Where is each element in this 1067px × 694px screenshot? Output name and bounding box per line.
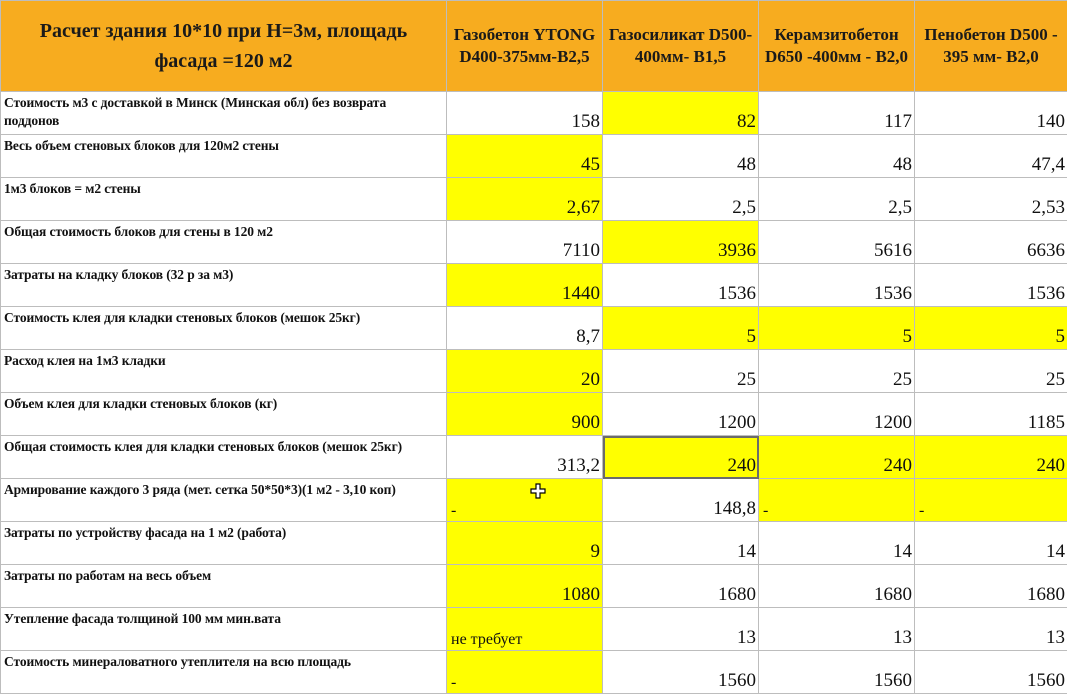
column-header-penobeton[interactable]: Пенобетон D500 - 395 мм- В2,0: [915, 1, 1067, 92]
cell-value[interactable]: 2,5: [603, 178, 759, 221]
cell-value[interactable]: 25: [759, 350, 915, 393]
cell-value[interactable]: 148,8: [603, 479, 759, 522]
column-header-ytong[interactable]: Газобетон YTONG D400-375мм-В2,5: [447, 1, 603, 92]
cell-value[interactable]: 1680: [915, 565, 1067, 608]
cell-value[interactable]: 1185: [915, 393, 1067, 436]
cell-value[interactable]: 5: [603, 307, 759, 350]
selected-cell[interactable]: 240: [603, 436, 759, 479]
row-label[interactable]: Стоимость минераловатного утеплителя на всю площадь: [1, 651, 447, 694]
column-header-keramzitobeton[interactable]: Керамзитобетон D650 -400мм - В2,0: [759, 1, 915, 92]
table-title[interactable]: Расчет здания 10*10 при Н=3м, площадь фасада =120 м2: [1, 1, 447, 92]
table-row: [1, 522, 1067, 565]
cell-value[interactable]: 5: [759, 307, 915, 350]
table-row: [1, 135, 1067, 178]
row-label[interactable]: Объем клея для кладки стеновых блоков (кг): [1, 393, 447, 436]
cell-value[interactable]: 158: [447, 92, 603, 135]
row-label[interactable]: Затраты по устройству фасада на 1 м2 (работа): [1, 522, 447, 565]
cell-value[interactable]: 47,4: [915, 135, 1067, 178]
table-row: [1, 264, 1067, 307]
table-row: [1, 479, 1067, 522]
cell-value[interactable]: 5: [915, 307, 1067, 350]
cell-value[interactable]: 13: [759, 608, 915, 651]
row-label[interactable]: Весь объем стеновых блоков для 120м2 стены: [1, 135, 447, 178]
cell-value[interactable]: 117: [759, 92, 915, 135]
row-label[interactable]: Стоимость м3 с доставкой в Минск (Минская обл) без возврата поддонов: [1, 92, 447, 135]
cell-value[interactable]: не требует: [447, 608, 603, 651]
table-row: [1, 178, 1067, 221]
cell-value[interactable]: 20: [447, 350, 603, 393]
cell-value[interactable]: 9: [447, 522, 603, 565]
cell-value[interactable]: 1560: [603, 651, 759, 694]
cell-value[interactable]: -: [447, 479, 603, 522]
cell-value[interactable]: 240: [915, 436, 1067, 479]
cell-value[interactable]: -: [759, 479, 915, 522]
cell-value[interactable]: -: [447, 651, 603, 694]
cell-value[interactable]: 13: [603, 608, 759, 651]
cell-value[interactable]: 14: [759, 522, 915, 565]
cell-value[interactable]: 1536: [759, 264, 915, 307]
row-label[interactable]: Стоимость клея для кладки стеновых блоков (мешок 25кг): [1, 307, 447, 350]
cell-value[interactable]: 1536: [915, 264, 1067, 307]
cell-value[interactable]: 1200: [603, 393, 759, 436]
cell-value[interactable]: 14: [603, 522, 759, 565]
table-row: [1, 221, 1067, 264]
header-row: [1, 1, 1067, 92]
cell-value[interactable]: 3936: [603, 221, 759, 264]
cell-value[interactable]: 25: [603, 350, 759, 393]
table-row: [1, 436, 1067, 479]
cell-value[interactable]: -: [915, 479, 1067, 522]
table-row: [1, 651, 1067, 694]
cell-value[interactable]: 45: [447, 135, 603, 178]
row-label[interactable]: 1м3 блоков = м2 стены: [1, 178, 447, 221]
row-label[interactable]: Затраты на кладку блоков (32 р за м3): [1, 264, 447, 307]
cell-value[interactable]: 25: [915, 350, 1067, 393]
table-row: [1, 393, 1067, 436]
cell-value[interactable]: 1680: [759, 565, 915, 608]
cell-value[interactable]: 313,2: [447, 436, 603, 479]
cell-value[interactable]: 1536: [603, 264, 759, 307]
cell-value[interactable]: 1560: [915, 651, 1067, 694]
cell-value[interactable]: 48: [603, 135, 759, 178]
row-label[interactable]: Армирование каждого 3 ряда (мет. сетка 50*50*3)(1 м2 - 3,10 коп): [1, 479, 447, 522]
cell-value[interactable]: 13: [915, 608, 1067, 651]
cell-value[interactable]: 1200: [759, 393, 915, 436]
row-label[interactable]: Расход клея на 1м3 кладки: [1, 350, 447, 393]
cell-value[interactable]: 82: [603, 92, 759, 135]
column-header-gazosilikat[interactable]: Газосиликат D500-400мм- В1,5: [603, 1, 759, 92]
cell-value[interactable]: 48: [759, 135, 915, 178]
row-label[interactable]: Общая стоимость блоков для стены в 120 м2: [1, 221, 447, 264]
row-label[interactable]: Затраты по работам на весь объем: [1, 565, 447, 608]
table-row: [1, 608, 1067, 651]
cell-value[interactable]: 900: [447, 393, 603, 436]
cell-value[interactable]: 1080: [447, 565, 603, 608]
cell-value[interactable]: 5616: [759, 221, 915, 264]
cell-value[interactable]: 14: [915, 522, 1067, 565]
cell-value[interactable]: 8,7: [447, 307, 603, 350]
cell-value[interactable]: 2,67: [447, 178, 603, 221]
row-label[interactable]: Общая стоимость клея для кладки стеновых блоков (мешок 25кг): [1, 436, 447, 479]
cell-value[interactable]: 6636: [915, 221, 1067, 264]
table-row: [1, 350, 1067, 393]
cell-value[interactable]: 2,5: [759, 178, 915, 221]
cell-value[interactable]: 1440: [447, 264, 603, 307]
cell-value[interactable]: 1560: [759, 651, 915, 694]
cell-value[interactable]: 1680: [603, 565, 759, 608]
row-label[interactable]: Утепление фасада толщиной 100 мм мин.вата: [1, 608, 447, 651]
cell-value[interactable]: 240: [759, 436, 915, 479]
cell-value[interactable]: 2,53: [915, 178, 1067, 221]
table-row: [1, 565, 1067, 608]
cell-value[interactable]: 140: [915, 92, 1067, 135]
cell-value[interactable]: 7110: [447, 221, 603, 264]
table-row: [1, 92, 1067, 135]
table-row: [1, 307, 1067, 350]
